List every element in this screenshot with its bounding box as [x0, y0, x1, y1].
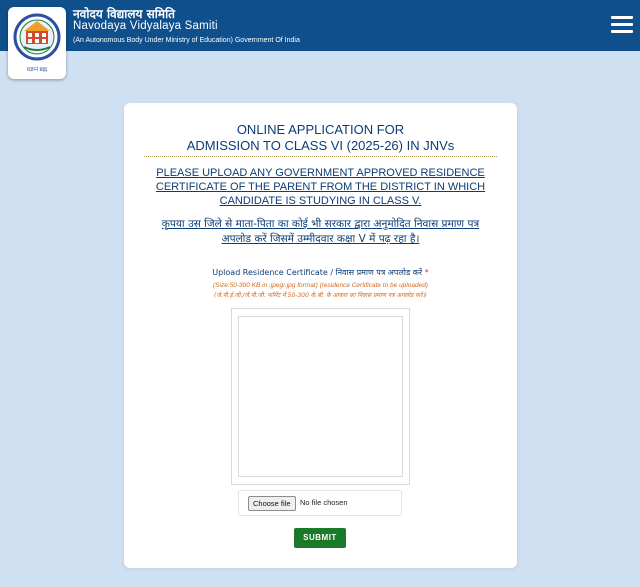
choose-file-button[interactable]: Choose file	[248, 496, 296, 511]
org-name-hindi: नवोदय विद्यालय समिति	[73, 7, 176, 21]
upload-label	[124, 267, 517, 278]
form-title-line2: ADMISSION TO CLASS VI (2025-26) IN JNVs	[186, 138, 455, 153]
form-title-line1: ONLINE APPLICATION FOR	[236, 122, 405, 137]
upload-hint-hi: (जे.पी.ई.जी./जे.पी.जी. फॉर्मेट में 50-300 के.बी. के आकार का निवास प्रमाण पत्र अपलोड करें।)	[214, 292, 427, 299]
file-input[interactable]	[238, 490, 402, 516]
submit-button[interactable]: SUBMIT	[294, 528, 346, 548]
logo-motto: प्रज्ञानं ब्रह्म	[26, 67, 48, 73]
notice-hi-line1: कृपया उस जिले से माता-पिता का कोई भी सरकार द्वारा अनुमोदित निवास प्रमाण पत्र	[161, 218, 480, 230]
title-divider	[144, 156, 497, 157]
file-status: No file chosen	[300, 498, 348, 507]
notice-en-line3: CANDIDATE IS STUDYING IN CLASS V.	[219, 195, 422, 207]
notice-en-line2: CERTIFICATE OF THE PARENT FROM THE DISTRICT IN WHICH	[155, 181, 486, 193]
hamburger-menu-icon[interactable]	[611, 16, 633, 34]
required-mark: *	[424, 268, 429, 277]
notice-en-line1: PLEASE UPLOAD ANY GOVERNMENT APPROVED RESIDENCE	[156, 167, 485, 179]
certificate-preview	[231, 308, 410, 485]
upload-label-text: Upload Residence Certificate / निवास प्रमाण पत्र अपलोड करें	[212, 268, 423, 277]
nvs-emblem-icon	[12, 11, 62, 75]
org-subtitle: (An Autonomous Body Under Ministry of Education) Government Of India	[73, 37, 300, 44]
notice-hi-line2: अपलोड करें जिसमें उम्मीदवार कक्षा V में पढ़ रहा है।	[221, 233, 420, 245]
nvs-logo[interactable]	[8, 7, 66, 79]
application-card	[124, 103, 517, 568]
upload-hint-en: (Size:50-300 KB in .jpeg/.jpg format) (residence Certificate to be uploaded)	[213, 282, 428, 289]
site-header	[0, 0, 640, 51]
org-name: Navodaya Vidyalaya Samiti	[73, 20, 218, 32]
certificate-preview-frame	[238, 316, 403, 477]
